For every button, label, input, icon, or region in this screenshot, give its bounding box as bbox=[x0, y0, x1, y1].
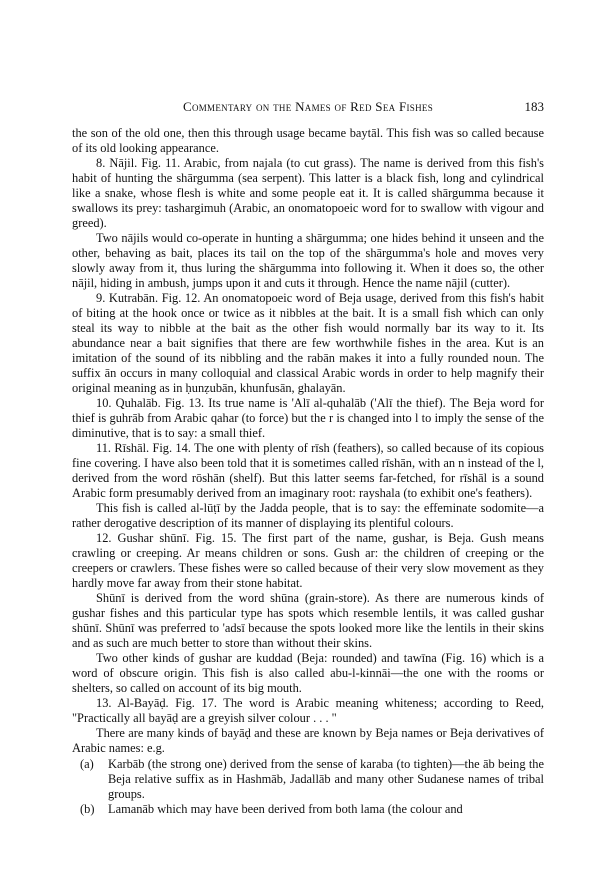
running-header bbox=[72, 96, 544, 118]
list-label: (a) bbox=[80, 757, 94, 771]
paragraph-al-luti: This fish is called al-lūṭī by the Jadda people, that is to say: the effeminate sodomite—a rather derogative description of its manner of displaying its plentiful colours. bbox=[72, 501, 544, 530]
bayad-list bbox=[72, 757, 544, 817]
paragraph-al-bayad: 13. Al-Bayāḍ. Fig. 17. The word is Arabic meaning whiteness; according to Reed, "Practically all bayāḍ are a greyish silver colour . . . " bbox=[72, 696, 544, 725]
list-text: Karbāb (the strong one) derived from the sense of karaba (to tighten)—the āb being the Beja relative suffix as in Hashmāb, Jadallāb and many other Sudanese names of tribal groups. bbox=[108, 757, 544, 801]
list-label: (b) bbox=[80, 802, 95, 816]
paragraph-shuni: Shūnī is derived from the word shūna (grain-store). As there are numerous kinds of gushar fishes and this particular type has spots which resemble lentils, it was called gushar shūnī. Shūnī was preferred to 'adsī because the spots looked more like the lentils in their skins and as such are much better to store than without their skins. bbox=[72, 591, 544, 650]
paragraph-gushar-kinds: Two other kinds of gushar are kuddad (Beja: rounded) and tawīna (Fig. 16) which is a word of obscure origin. This fish is also called abu-l-kinnāi—the one with the rooms or shelters, so called on account of its big mouth. bbox=[72, 651, 544, 695]
list-text: Lamanāb which may have been derived from both lama (the colour and bbox=[108, 802, 463, 816]
document-page bbox=[72, 96, 544, 817]
paragraph-bayad-kinds: There are many kinds of bayāḍ and these are known by Beja names or Beja derivatives of Arabic names: e.g. bbox=[72, 726, 544, 755]
paragraph-rishal: 11. Rīshāl. Fig. 14. The one with plenty of rīsh (feathers), so called because of its copious fine covering. I have also been told that it is sometimes called rīshān, with an n instead of the l, derived from the word rōshān (shelf). But this latter seems far-fetched, for rīshāl is a sound Arabic form presumably derived from an imaginary root: rayshala (to exhibit one's feathers). bbox=[72, 441, 544, 500]
list-item bbox=[72, 757, 544, 802]
article-body bbox=[72, 126, 544, 817]
running-title: Commentary on the Names of Red Sea Fishes bbox=[182, 99, 434, 114]
paragraph-najil-hunting: Two nājils would co-operate in hunting a shārgumma; one hides behind it unseen and the other, behaving as bait, places its tail on the top of the shārgumma's hole and moves very slowly away from it, thus luring the shārgumma into following it. When it does so, the other nājil, hiding in ambush, jumps upon it and cuts it through. Hence the name nājil (cutter). bbox=[72, 231, 544, 290]
paragraph-continuation: the son of the old one, then this through usage became baytāl. This fish was so called because of its old looking appearance. bbox=[72, 126, 544, 155]
list-item bbox=[72, 802, 544, 817]
paragraph-gushar-shuni: 12. Gushar shūnī. Fig. 15. The first part of the name, gushar, is Beja. Gush means crawling or creeping. Ar means children or sons. Gush ar: the children of creeping or the creepers or crawlers. These fishes were so called because of their very slow movement as they hardly move far away from their stone habitat. bbox=[72, 531, 544, 590]
paragraph-najil: 8. Nājil. Fig. 11. Arabic, from najala (to cut grass). The name is derived from this fish's habit of hunting the shārgumma (sea serpent). This latter is a black fish, long and cylindrical like a snake, whose flesh is white and some people eat it. It is called shārgumma because it swallows its prey: tashargimuh (Arabic, an onomatopoeic word for to swallow with vigour and greed). bbox=[72, 156, 544, 230]
paragraph-quhalab: 10. Quhalāb. Fig. 13. Its true name is 'Alī al-quhalāb ('Alī the thief). The Beja word for thief is guhrāb from Arabic qahar (to force) but the r is changed into l to imply the sense of the diminutive, that is to say: a small thief. bbox=[72, 396, 544, 440]
page-number: 183 bbox=[524, 99, 544, 114]
paragraph-kutraban: 9. Kutrabān. Fig. 12. An onomatopoeic word of Beja usage, derived from this fish's habit of biting at the hook once or twice as it nibbles at the bait. It is a small fish which can only steal its way to nibble at the bait as the other fish would normally bar its way to it. Its abundance near a bait signifies that there are few worthwhile fishes in the area. Kut is an imitation of the sound of its nibbling and the rabān makes it into a fully rounded noun. The suffix ān occurs in many colloquial and classical Arabic words in order to help magnify their original meaning as in ḥunẓubān, khunfusān, ghalayān. bbox=[72, 291, 544, 395]
